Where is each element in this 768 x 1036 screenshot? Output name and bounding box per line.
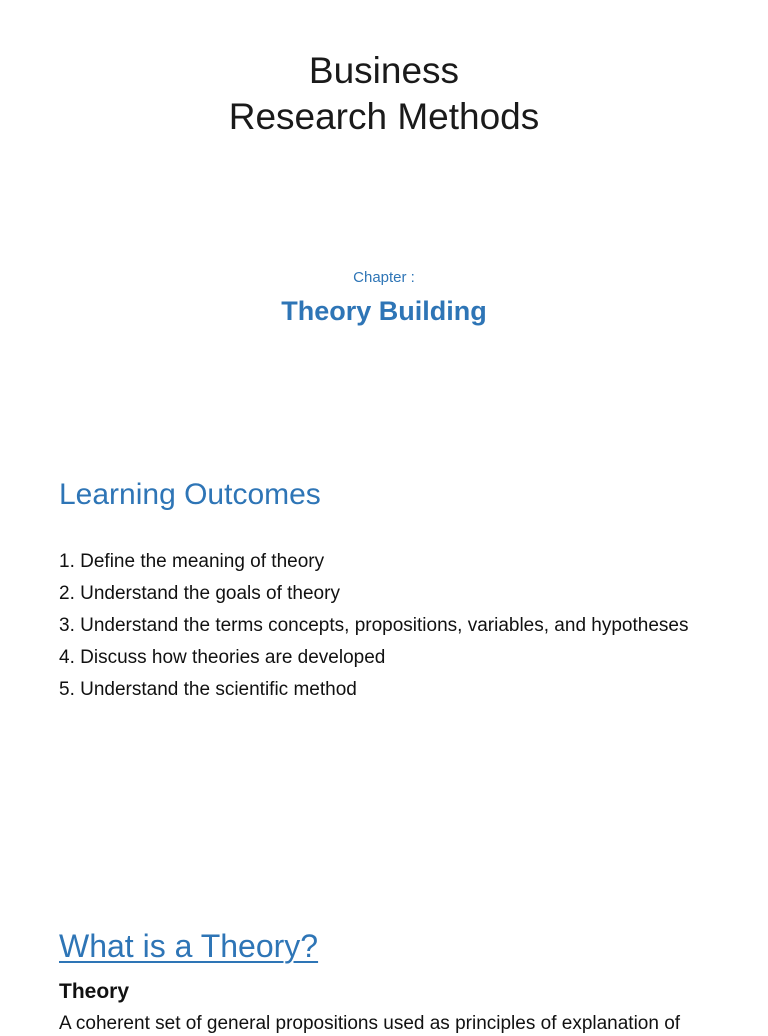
learning-outcomes-slide (0, 440, 768, 870)
learning-outcomes-list (59, 550, 699, 710)
title-line-2: Research Methods (228, 96, 540, 137)
theory-subheading: Theory (59, 980, 130, 1003)
list-item: 3. Understand the terms concepts, propositions, variables, and hypotheses (59, 615, 689, 636)
list-item: 5. Understand the scientific method (59, 679, 357, 700)
list-item: 2. Understand the goals of theory (59, 583, 340, 604)
chapter-label: Chapter : (353, 269, 415, 286)
list-item: 4. Discuss how theories are developed (59, 647, 386, 668)
what-is-theory-slide (0, 870, 768, 1034)
theory-definition-text: A coherent set of general propositions used as principles of explanation of (59, 1013, 681, 1034)
title-slide (0, 0, 768, 440)
document-title (0, 48, 768, 140)
what-is-theory-heading: What is a Theory? (59, 928, 319, 964)
title-line-1: Business (308, 50, 460, 91)
learning-outcomes-heading: Learning Outcomes (59, 478, 321, 511)
chapter-name: Theory Building (281, 296, 487, 326)
list-item: 1. Define the meaning of theory (59, 551, 325, 572)
